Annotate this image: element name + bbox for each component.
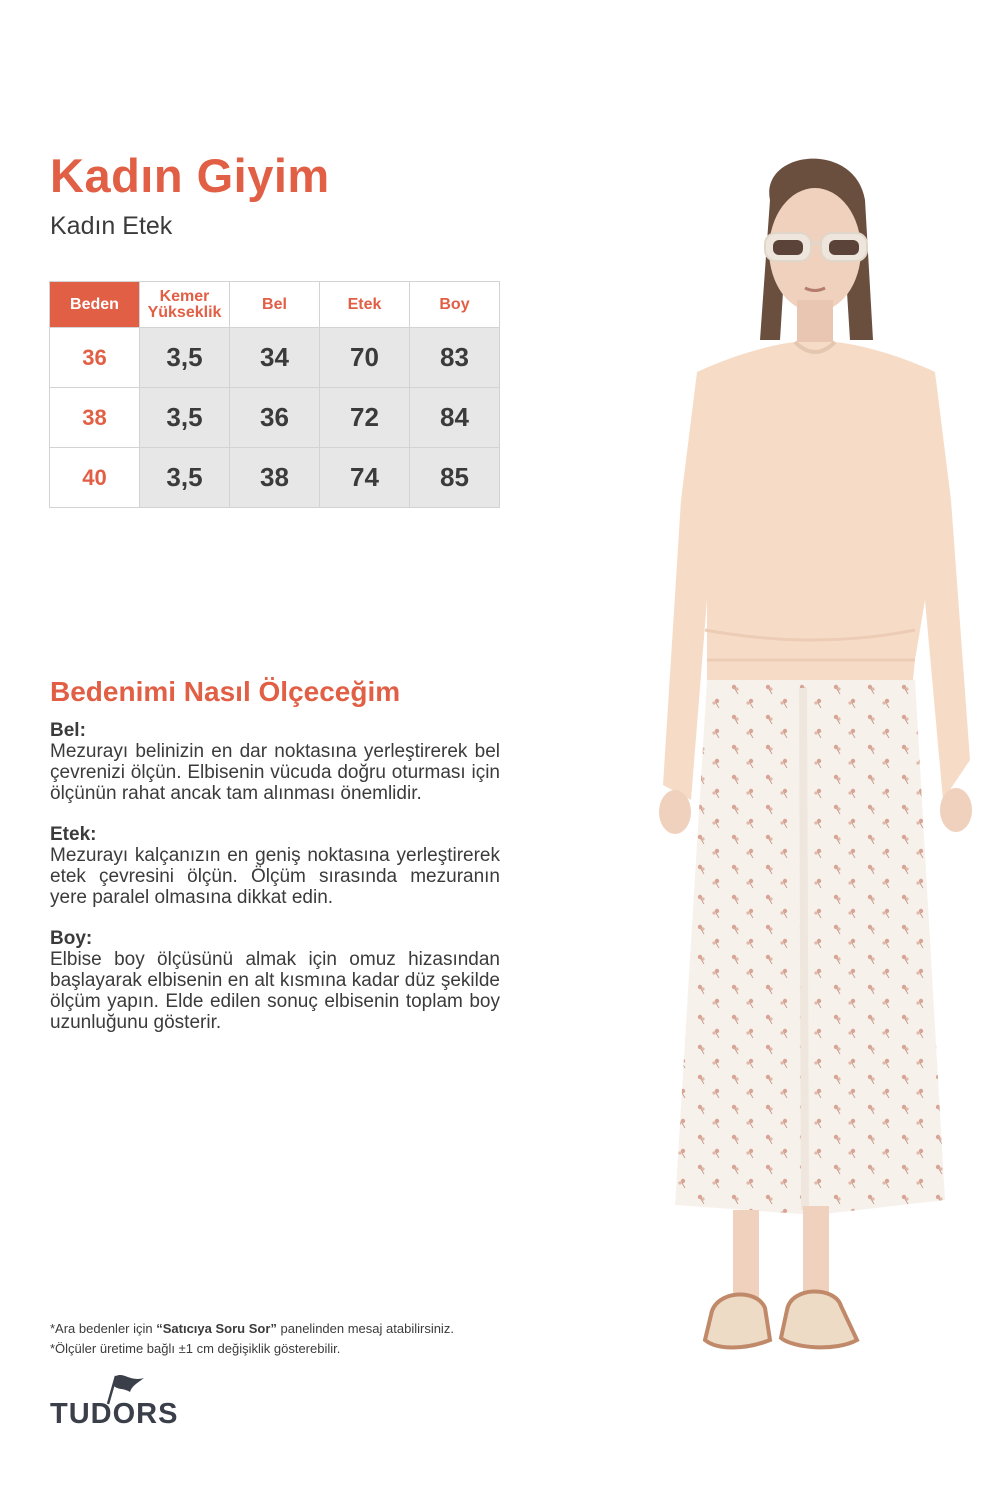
size-table-header: [50, 282, 500, 328]
size-cell: 40: [50, 448, 140, 508]
guide-item-body: Mezurayı belinizin en dar noktasına yerleştirerek bel çevrenizi ölçün. Elbisenin vücuda doğru oturması için ölçünün rahat ancak tam alınması önemlidir.: [50, 741, 500, 804]
brand-logo: [50, 1372, 190, 1432]
bel-cell: 36: [230, 388, 320, 448]
footnote-1: [50, 1319, 454, 1339]
etek-cell: 70: [320, 328, 410, 388]
guide-item-bel: [50, 720, 500, 804]
etek-cell: 74: [320, 448, 410, 508]
kemer-cell: 3,5: [140, 448, 230, 508]
page-title: Kadın Giyim: [50, 149, 330, 202]
footnote-1-prefix: *Ara bedenler için: [50, 1321, 157, 1336]
header-bel: Bel: [230, 282, 320, 328]
boy-cell: 83: [410, 328, 500, 388]
footnote-1-bold: “Satıcıya Soru Sor”: [156, 1321, 277, 1336]
header-beden: Beden: [50, 282, 140, 328]
etek-cell: 72: [320, 388, 410, 448]
guide-item-title: Boy:: [50, 928, 93, 949]
guide-item-etek: [50, 824, 500, 908]
guide-item-body: Elbise boy ölçüsünü almak için omuz hizasından başlayarak elbisenin en alt kısmına kadar düz şekilde ölçüm yapın. Elde edilen sonuç elbisenin toplam boy uzunluğunu gösterir.: [50, 949, 500, 1033]
bel-cell: 38: [230, 448, 320, 508]
size-cell: 38: [50, 388, 140, 448]
footnote-1-suffix: panelinden mesaj atabilirsiniz.: [276, 1321, 454, 1336]
guide-item-title: Bel:: [50, 720, 86, 741]
kemer-cell: 3,5: [140, 388, 230, 448]
guide-item-title: Etek:: [50, 824, 97, 845]
size-cell: 36: [50, 328, 140, 388]
guide-item-boy: [50, 928, 500, 1033]
header-kemer: Kemer Yükseklik: [140, 282, 230, 328]
footnote-2: *Ölçüler üretime bağlı ±1 cm değişiklik gösterebilir.: [50, 1341, 341, 1356]
header-boy: Boy: [410, 282, 500, 328]
footnotes: [50, 1319, 454, 1359]
boy-cell: 84: [410, 388, 500, 448]
page-subtitle: Kadın Etek: [50, 212, 173, 240]
header-etek: Etek: [320, 282, 410, 328]
measure-guide-title: Bedenimi Nasıl Ölçeceğim: [50, 676, 401, 707]
table-row: [50, 388, 500, 448]
table-row: [50, 448, 500, 508]
guide-item-body: Mezurayı kalçanızın en geniş noktasına yerleştirerek etek çevresini ölçün. Ölçüm sırasında mezuranın yere paralel olmasına dikkat edin.: [50, 845, 500, 908]
size-table: [49, 281, 500, 508]
table-row: [50, 328, 500, 388]
brand-name: TUDORS: [50, 1398, 179, 1430]
boy-cell: 85: [410, 448, 500, 508]
measure-guide: [50, 676, 500, 1053]
kemer-cell: 3,5: [140, 328, 230, 388]
bel-cell: 34: [230, 328, 320, 388]
model-photo: [625, 140, 985, 1400]
